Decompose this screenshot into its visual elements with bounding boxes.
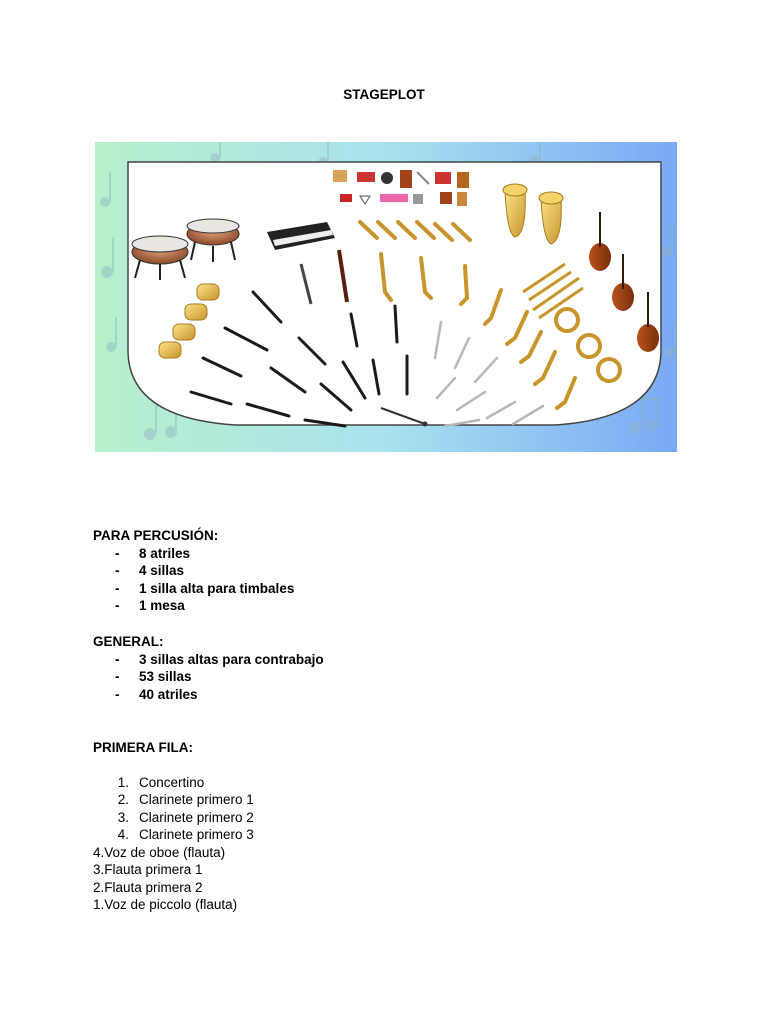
list-item: 4.Voz de oboe (flauta) bbox=[93, 844, 226, 860]
percusion-section bbox=[93, 527, 295, 615]
list-item: - 4 sillas bbox=[115, 563, 185, 578]
list-item: 3.Flauta primera 1 bbox=[93, 862, 203, 877]
list-item: - 1 mesa bbox=[115, 598, 185, 613]
list-item: 2.Flauta primera 2 bbox=[93, 879, 203, 895]
general-section bbox=[93, 633, 324, 703]
stageplot-image bbox=[95, 142, 677, 452]
list-item: 1. Concertino bbox=[117, 774, 205, 790]
list-item: - 40 atriles bbox=[115, 686, 198, 702]
list-item: 1.Voz de piccolo (flauta) bbox=[93, 897, 238, 912]
list-item: - 53 sillas bbox=[115, 669, 192, 684]
primera-fila-section bbox=[93, 739, 254, 914]
list-item: - 1 silla alta para timbales bbox=[115, 580, 295, 596]
list-item: 3. Clarinete primero 2 bbox=[117, 809, 254, 825]
list-item: - 8 atriles bbox=[115, 545, 191, 561]
page-title: STAGEPLOT bbox=[343, 87, 425, 102]
percusion-heading: PARA PERCUSIÓN: bbox=[93, 528, 219, 543]
list-item: - 3 sillas altas para contrabajo bbox=[115, 651, 324, 667]
general-heading: GENERAL: bbox=[93, 634, 164, 649]
list-item: 2. Clarinete primero 1 bbox=[117, 792, 254, 807]
primera-fila-heading: PRIMERA FILA: bbox=[93, 740, 193, 755]
list-item: 4. Clarinete primero 3 bbox=[117, 827, 254, 842]
